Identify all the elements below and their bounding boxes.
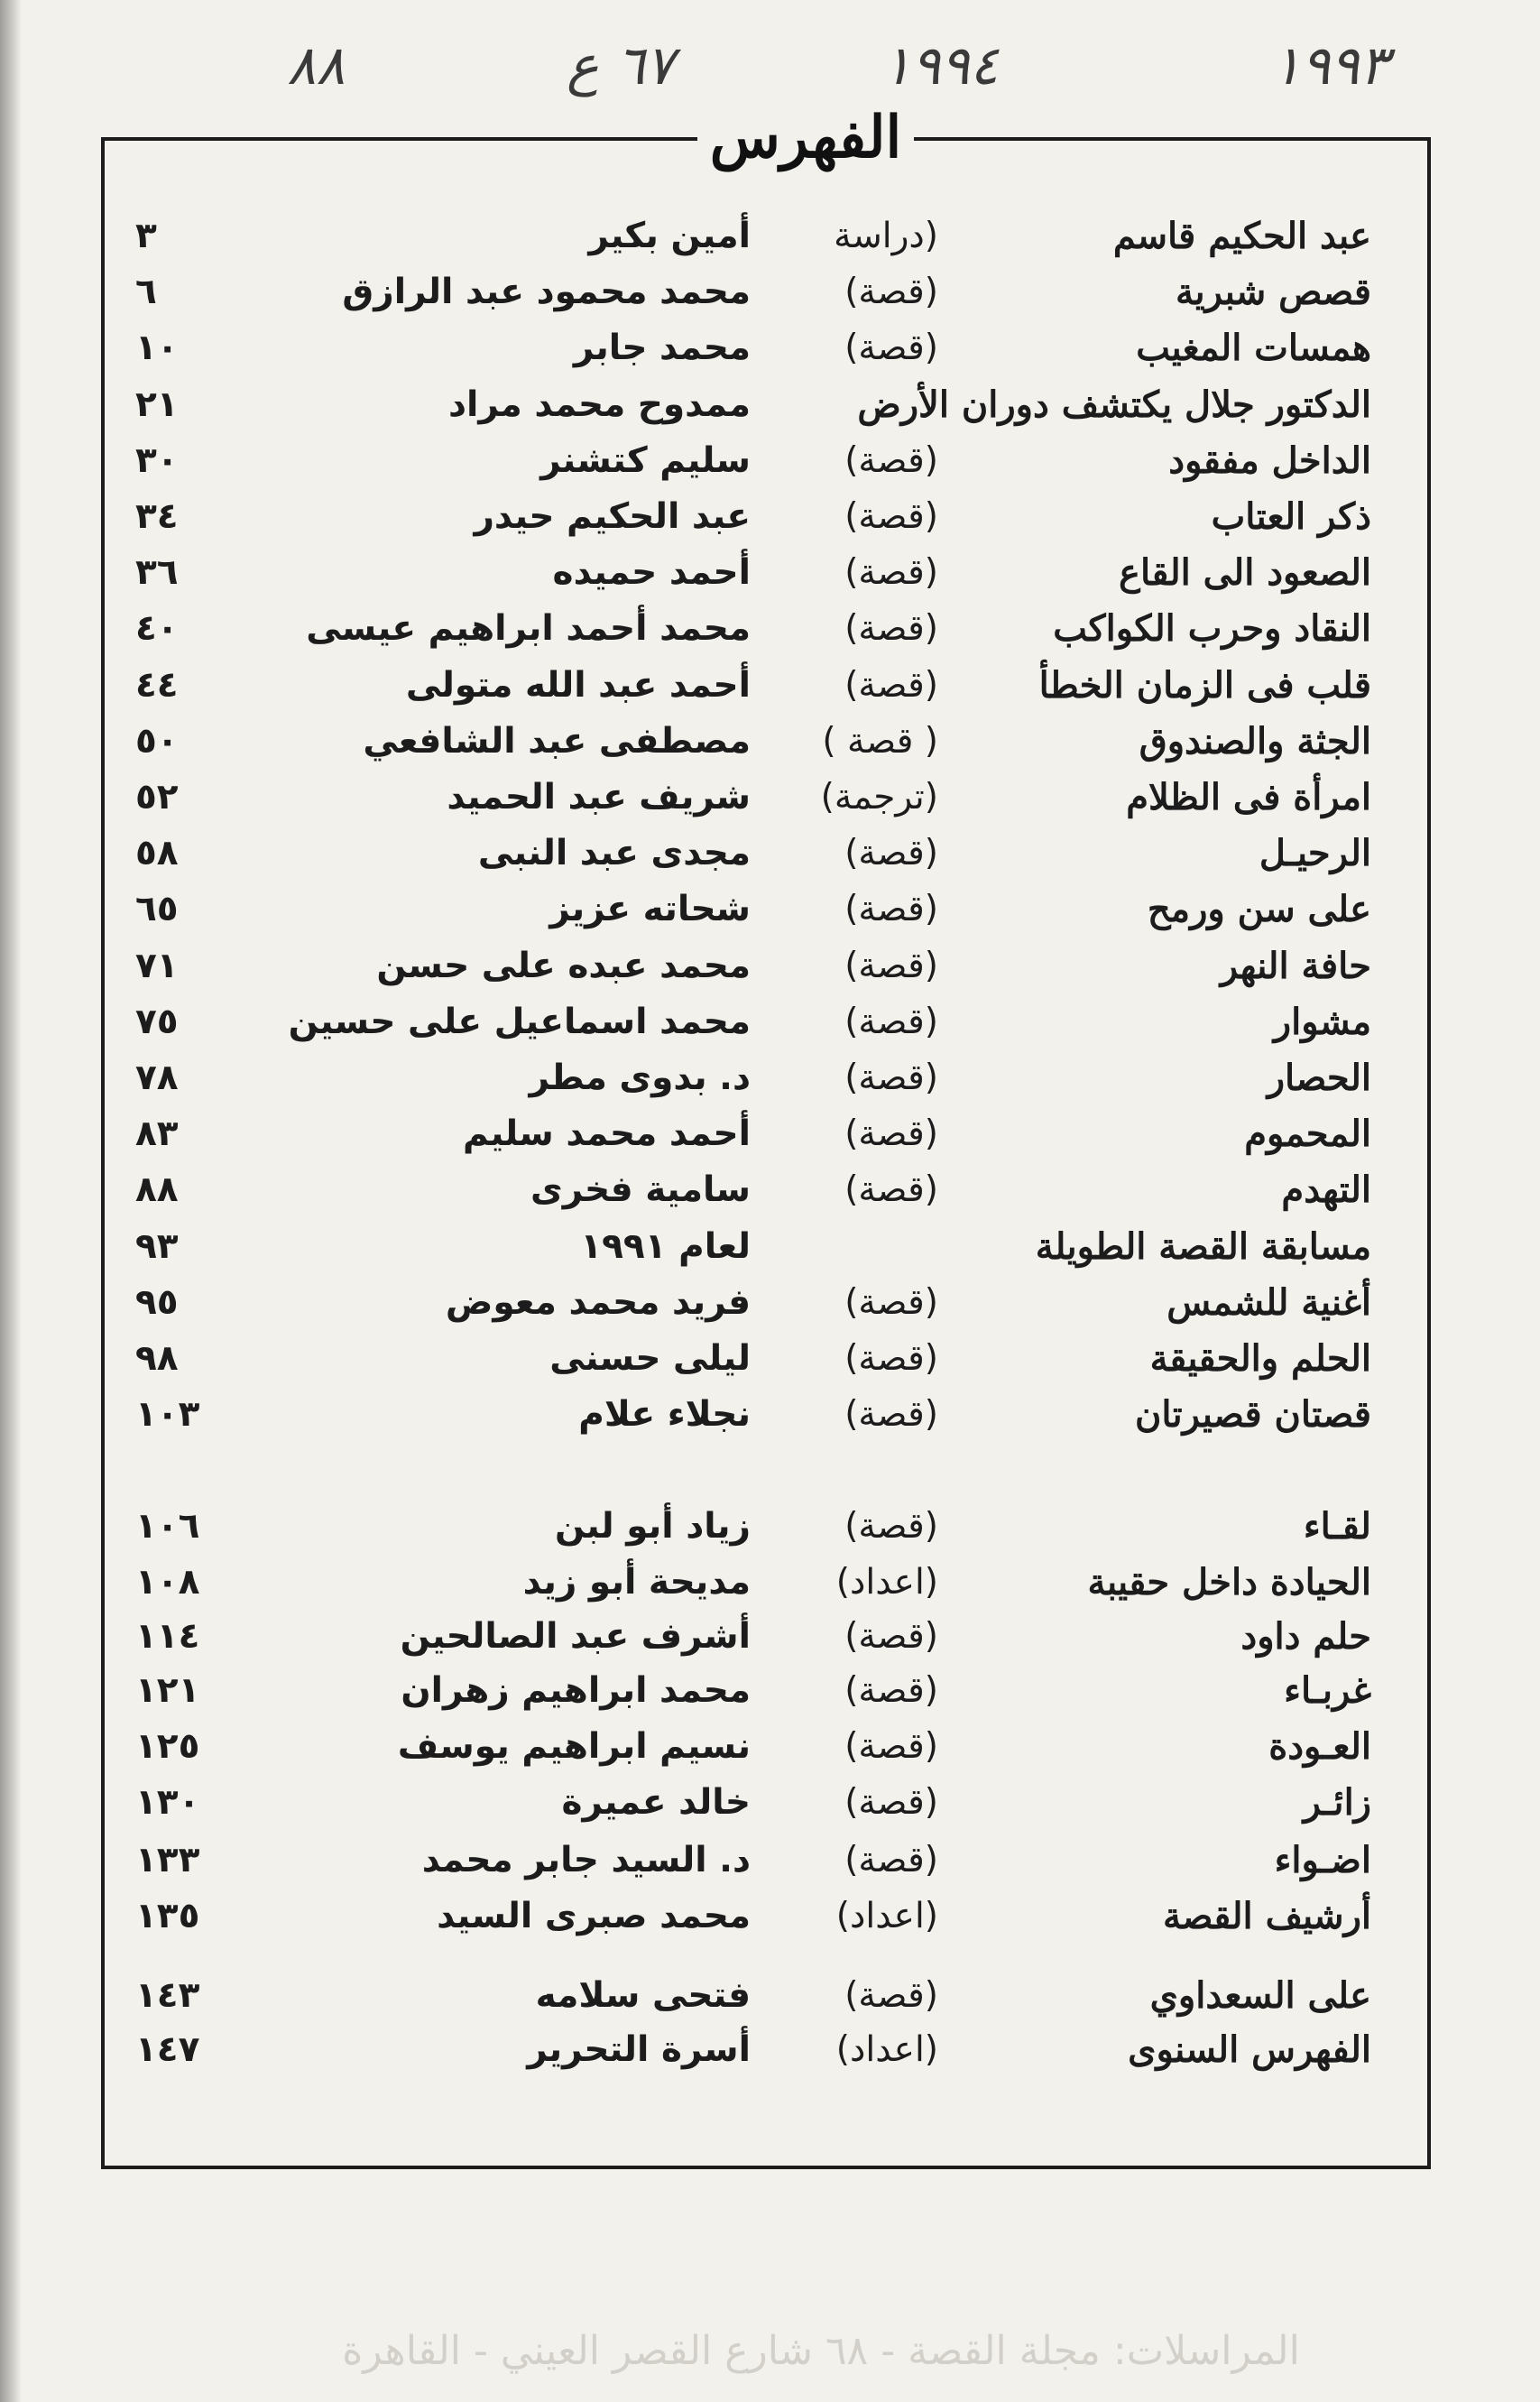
entry-author: ممدوح محمد مراد [447, 383, 751, 425]
entry-page-number: ١٠ [135, 328, 179, 369]
entry-author: محمد جابر [573, 328, 751, 369]
table-row [135, 993, 1371, 1051]
entry-title: الحلم والحقيقة [1149, 1337, 1371, 1380]
table-row [135, 1330, 1371, 1388]
entry-author: عبد الحكيم حيدر [474, 496, 751, 537]
entry-page-number: ١٠٣ [135, 1394, 200, 1436]
entry-page-number: ٣٠ [135, 439, 179, 481]
entry-page-number: ١٤٣ [135, 1975, 200, 2016]
entry-type: (قصة) [844, 1616, 938, 1657]
entry-page-number: ٢١ [135, 383, 179, 425]
entry-author: سليم كتشنر [540, 439, 751, 481]
table-row [135, 1608, 1371, 1666]
table-row [135, 1967, 1371, 2025]
entry-title: الرحيـل [1259, 832, 1371, 875]
entry-author: فريد محمد معوض [445, 1281, 751, 1323]
entry-page-number: ٥٢ [135, 777, 179, 818]
entry-author: أسرة التحرير [527, 2029, 751, 2070]
entry-title: المحموم [1244, 1113, 1371, 1156]
table-row [135, 1105, 1371, 1163]
entry-author: شريف عبد الحميد [447, 777, 751, 818]
entry-page-number: ٨٨ [135, 1169, 179, 1211]
entry-title: مشوار [1273, 1000, 1371, 1043]
entry-page-number: ١٢١ [135, 1670, 200, 1711]
entry-title: لقـاء [1303, 1505, 1371, 1547]
table-row [135, 1161, 1371, 1219]
table-row [135, 2021, 1371, 2079]
entry-author: محمد صبرى السيد [437, 1896, 751, 1936]
entry-author: محمد ابراهيم زهران [401, 1670, 751, 1711]
entry-title: على السعداوي [1149, 1974, 1371, 2017]
entry-page-number: ٩٥ [135, 1281, 179, 1323]
entry-author: محمد عبده على حسن [376, 945, 751, 986]
entry-title: قلب فى الزمان الخطأ [1038, 663, 1371, 707]
entry-page-number: ١٣٥ [135, 1896, 200, 1936]
entry-title: اضـواء [1274, 1839, 1371, 1881]
entry-title: التهدم [1281, 1169, 1371, 1212]
table-row [135, 1218, 1371, 1276]
entry-page-number: ١٣٣ [135, 1840, 200, 1880]
entry-page-number: ٣٦ [135, 552, 179, 594]
entry-page-number: ٥٨ [135, 833, 179, 874]
entry-page-number: ٣٤ [135, 496, 179, 537]
entry-type: (قصة) [844, 664, 938, 706]
table-row [135, 1274, 1371, 1332]
entry-type: (قصة) [844, 608, 938, 650]
table-row [135, 1554, 1371, 1612]
entry-page-number: ٦٥ [135, 889, 179, 930]
table-row [135, 376, 1371, 434]
table-row [135, 881, 1371, 938]
entry-author: محمد محمود عبد الرازق [342, 272, 751, 313]
entry-type: (قصة) [844, 833, 938, 874]
entry-type: (قصة) [844, 328, 938, 369]
entry-author: محمد اسماعيل على حسين [288, 1001, 751, 1042]
table-row [135, 208, 1371, 265]
entry-type: (قصة) [844, 439, 938, 481]
entry-type: (دراسة [834, 216, 938, 256]
entry-author: مجدى عبد النبى [477, 833, 751, 874]
entry-author: نسيم ابراهيم يوسف [397, 1726, 751, 1767]
entry-author: محمد أحمد ابراهيم عيسى [306, 608, 751, 650]
table-row [135, 263, 1371, 321]
entry-title: ذكر العتاب [1211, 495, 1371, 538]
entry-type: (اعداد) [835, 2029, 938, 2070]
entry-type: (ترجمة) [820, 777, 938, 818]
table-row [135, 769, 1371, 827]
entry-page-number: ١٠٦ [135, 1506, 200, 1547]
entry-page-number: ٩٣ [135, 1225, 179, 1267]
entry-type: (قصة) [844, 496, 938, 537]
entry-page-number: ١٢٥ [135, 1726, 200, 1767]
entry-type: (اعداد) [835, 1896, 938, 1936]
entry-title: قصص شبرية [1176, 271, 1371, 314]
table-row [135, 1498, 1371, 1556]
entry-title: الدكتور جلال يكتشف دوران الأرض [857, 383, 1371, 426]
entry-page-number: ٤٤ [135, 664, 179, 706]
entry-page-number: ١٣٠ [135, 1782, 200, 1823]
entry-title: أغنية للشمس [1167, 1280, 1371, 1324]
table-row [135, 1386, 1371, 1444]
entry-page-number: ٩٨ [135, 1338, 179, 1379]
entry-author: زياد أبو لبن [554, 1506, 751, 1547]
entry-type: (قصة) [844, 1058, 938, 1098]
table-row [135, 938, 1371, 995]
handwritten-note-c: ١٩٩٤ [882, 34, 999, 97]
entry-title: حافة النهر [1220, 944, 1371, 987]
table-row [135, 1888, 1371, 1945]
entry-title: الصعود الى القاع [1119, 551, 1371, 595]
entry-title: مسابقة القصة الطويلة [1035, 1224, 1371, 1268]
handwritten-note-b: ٦٧ ع [567, 34, 675, 97]
page-title: الفهرس [697, 97, 914, 179]
entry-title: الحيادة داخل حقيبة [1087, 1561, 1371, 1603]
entry-page-number: ١١٤ [135, 1616, 200, 1657]
entry-page-number: ٤٠ [135, 608, 179, 650]
table-row [135, 319, 1371, 377]
entry-author: سامية فخرى [530, 1169, 751, 1211]
entry-title: على سن ورمح [1147, 888, 1371, 931]
footer-bleed-through-text: المراسلات: مجلة القصة - ٦٨ شارع القصر العيني - القاهرة [342, 2328, 1300, 2374]
entry-author: د. بدوى مطر [529, 1058, 751, 1098]
entry-page-number: ٧١ [135, 945, 179, 986]
entry-page-number: ١٤٧ [135, 2029, 200, 2070]
table-row [135, 825, 1371, 882]
table-row [135, 432, 1371, 490]
entry-author: خالد عميرة [561, 1782, 751, 1823]
entry-title: قصتان قصيرتان [1134, 1393, 1371, 1437]
entry-type: (قصة) [844, 272, 938, 313]
entry-type: (قصة) [844, 1394, 938, 1436]
handwritten-note-d: ١٩٩٣ [1272, 34, 1388, 97]
entry-type: (قصة) [844, 945, 938, 986]
entry-title: همسات المغيب [1136, 327, 1371, 370]
entry-type: (قصة) [844, 1726, 938, 1767]
handwritten-note-a: ٨٨ [287, 34, 346, 97]
entry-type: (اعداد) [835, 1562, 938, 1603]
entry-title: حلم داود [1240, 1615, 1371, 1658]
table-row [135, 1832, 1371, 1889]
entry-title: العـودة [1268, 1725, 1371, 1768]
entry-type: (قصة) [844, 1782, 938, 1823]
entry-type: (قصة) [844, 1975, 938, 2016]
entry-page-number: ١٠٨ [135, 1562, 200, 1603]
entry-type: (قصة) [844, 552, 938, 594]
table-row [135, 1662, 1371, 1720]
entry-page-number: ٨٣ [135, 1113, 179, 1155]
entry-type: (قصة) [844, 1169, 938, 1211]
entry-page-number: ٧٨ [135, 1058, 179, 1098]
entry-type: (قصة) [844, 889, 938, 930]
table-row [135, 488, 1371, 546]
entry-title: الحصار [1267, 1057, 1371, 1099]
table-row [135, 657, 1371, 715]
entry-title: غربـاء [1284, 1669, 1371, 1712]
entry-author: أحمد عبد الله متولى [405, 664, 751, 706]
entry-author: لعام ١٩٩١ [580, 1225, 751, 1267]
entry-title: أرشيف القصة [1162, 1895, 1371, 1937]
table-row [135, 1049, 1371, 1107]
entry-page-number: ٧٥ [135, 1001, 179, 1042]
entry-author: أحمد حميده [552, 552, 751, 594]
entry-author: فتحى سلامه [535, 1975, 751, 2016]
entry-type: (قصة) [844, 1281, 938, 1323]
table-row [135, 1718, 1371, 1776]
entry-page-number: ٦ [135, 272, 157, 313]
entry-author: نجلاء علام [578, 1394, 751, 1436]
entry-type: (قصة) [844, 1113, 938, 1155]
entry-page-number: ٣ [135, 216, 157, 256]
entry-author: مديحة أبو زيد [522, 1562, 751, 1603]
entry-type: ( قصة ) [822, 720, 938, 762]
entry-type: (قصة) [844, 1506, 938, 1547]
entry-author: مصطفى عبد الشافعي [363, 720, 751, 762]
entry-type: (قصة) [844, 1338, 938, 1379]
table-row [135, 713, 1371, 771]
entry-type: (قصة) [844, 1670, 938, 1711]
entry-page-number: ٥٠ [135, 720, 179, 762]
entry-title: الداخل مفقود [1168, 439, 1371, 482]
entry-type: (قصة) [844, 1001, 938, 1042]
entry-author: أحمد محمد سليم [462, 1113, 751, 1155]
entry-author: أشرف عبد الصالحين [400, 1616, 751, 1657]
entry-author: شحاته عزيز [549, 889, 751, 930]
table-row [135, 544, 1371, 602]
entry-title: زائـر [1303, 1781, 1371, 1824]
table-row [135, 1774, 1371, 1832]
entry-author: أمين بكير [588, 216, 751, 256]
table-row [135, 600, 1371, 658]
entry-author: د. السيد جابر محمد [421, 1840, 751, 1880]
entry-title: الفهرس السنوى [1128, 2028, 1371, 2071]
entry-title: الجثة والصندوق [1139, 719, 1371, 762]
entry-title: امرأة فى الظلام [1126, 776, 1371, 818]
entry-title: عبد الحكيم قاسم [1112, 215, 1371, 257]
entry-title: النقاد وحرب الكواكب [1053, 607, 1371, 651]
entry-author: ليلى حسنى [549, 1338, 751, 1379]
entry-type: (قصة) [844, 1840, 938, 1880]
